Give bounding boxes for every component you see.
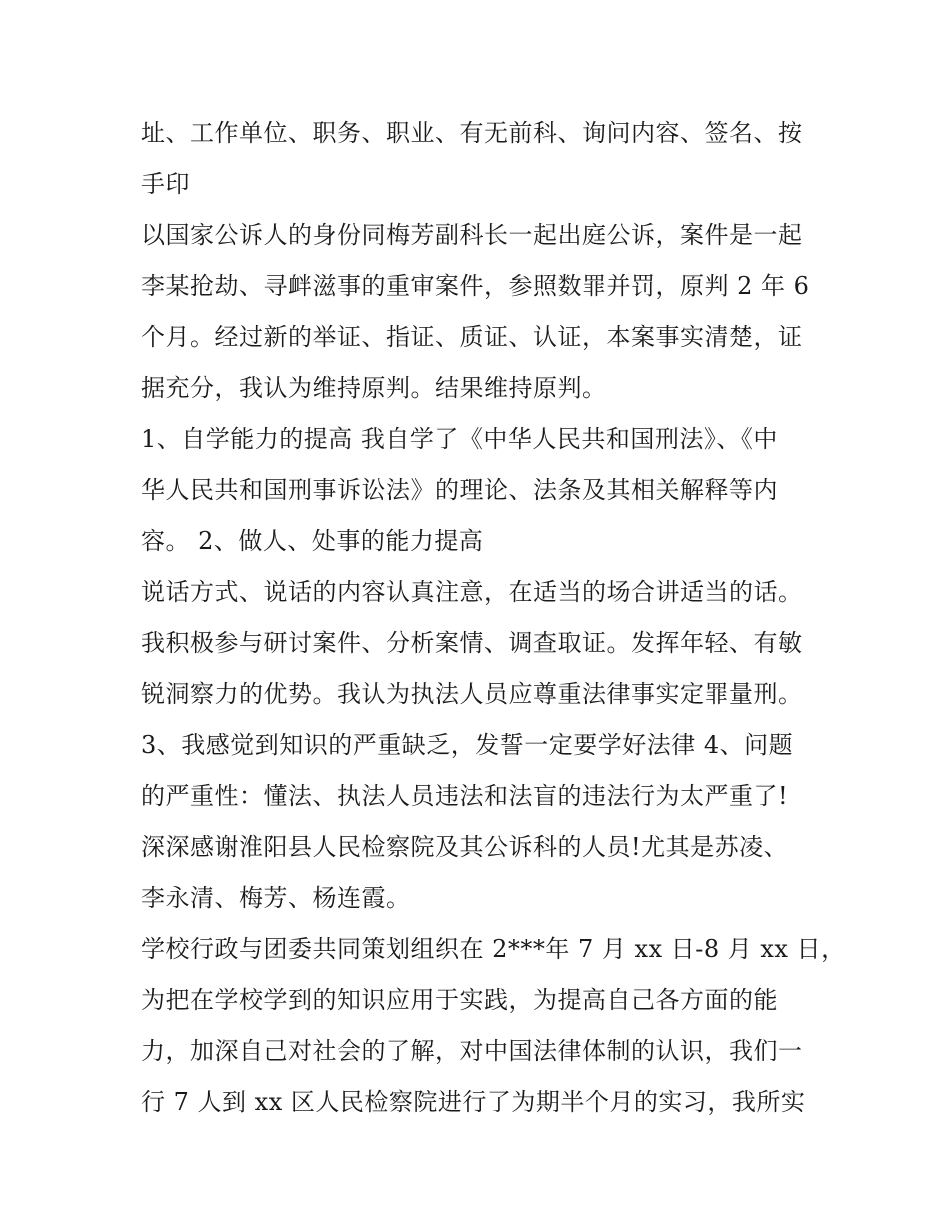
text-line: 李永清、梅芳、杨连霞。: [141, 884, 411, 912]
text-line: 3、我感觉到知识的严重缺乏，发誓一定要学好法律 4、问题: [141, 731, 794, 759]
text-line: 据充分，我认为维持原判。结果维持原判。: [141, 374, 607, 402]
text-line: 说话方式、说话的内容认真注意，在适当的场合讲适当的话。: [141, 578, 803, 606]
text-line: 的严重性：懂法、执法人员违法和法盲的违法行为太严重了!: [141, 782, 789, 810]
text-line: 以国家公诉人的身份同梅芳副科长一起出庭公诉，案件是一起: [141, 221, 803, 249]
text-line: 行 7 人到 xx 区人民检察院进行了为期半个月的实习，我所实: [141, 1088, 806, 1116]
text-line: 个月。经过新的举证、指证、质证、认证，本案事实清楚，证: [141, 323, 803, 351]
text-line: 我积极参与研讨案件、分析案情、调查取证。发挥年轻、有敏: [141, 629, 803, 657]
text-line: 手印: [141, 170, 190, 198]
text-line: 为把在学校学到的知识应用于实践，为提高自己各方面的能: [141, 986, 778, 1014]
document-body: [141, 108, 846, 1128]
text-line: 容。 2、做人、处事的能力提高: [141, 527, 484, 555]
text-line: 深深感谢淮阳县人民检察院及其公诉科的人员!尤其是苏凌、: [141, 833, 789, 861]
text-line: 1、自学能力的提高 我自学了《中华人民共和国刑法》、《中: [141, 425, 778, 453]
text-line: 力，加深自己对社会的了解，对中国法律体制的认识，我们一: [141, 1037, 803, 1065]
text-line: 李某抢劫、寻衅滋事的重审案件，参照数罪并罚，原判 2 年 6: [141, 272, 810, 300]
text-line: 学校行政与团委共同策划组织在 2***年 7 月 xx 日-8 月 xx 日，: [141, 935, 846, 963]
text-line: 锐洞察力的优势。我认为执法人员应尊重法律事实定罪量刑。: [141, 680, 803, 708]
text-line: 华人民共和国刑事诉讼法》的理论、法条及其相关解释等内: [141, 476, 778, 504]
text-line: 址、工作单位、职务、职业、有无前科、询问内容、签名、按: [141, 119, 803, 147]
